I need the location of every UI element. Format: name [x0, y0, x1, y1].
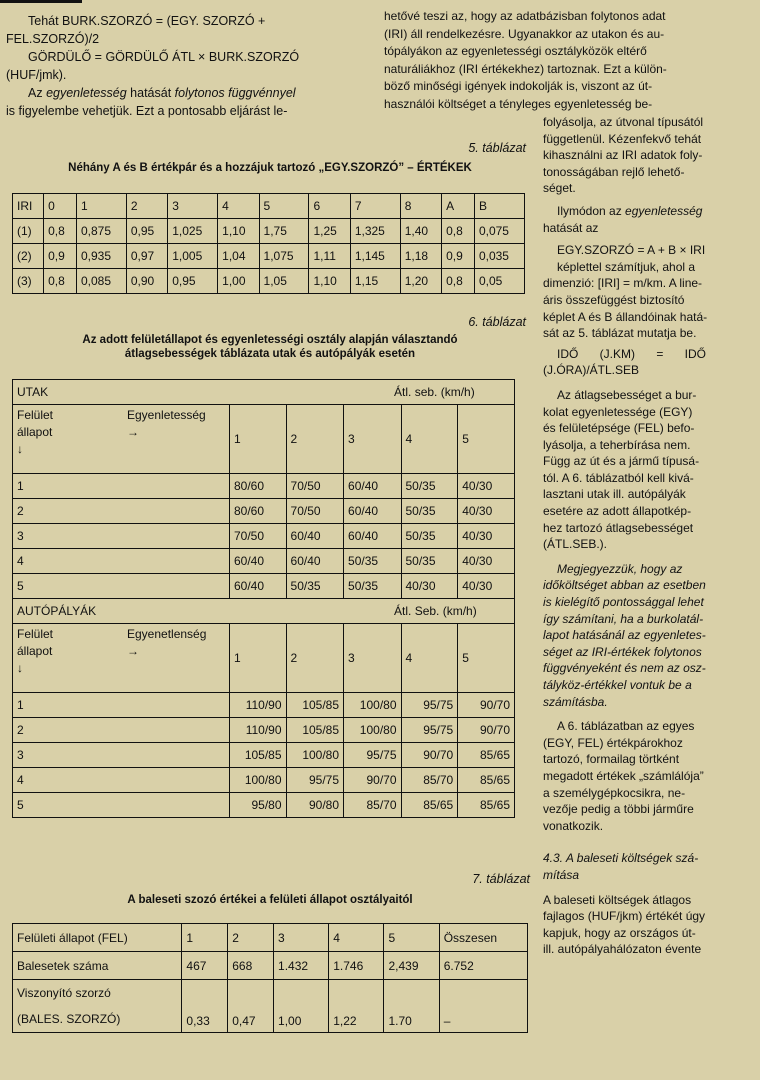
table-cell: 50/35 — [344, 549, 401, 574]
table-cell: 0,8 — [442, 219, 475, 244]
table-row — [13, 743, 515, 768]
table-cell: 0,33 — [182, 980, 228, 1033]
table-cell: 60/40 — [286, 524, 343, 549]
allapot-label: állapot — [17, 425, 53, 439]
table-cell: 90/80 — [286, 793, 343, 818]
section-name: AUTÓPÁLYÁK — [13, 599, 287, 624]
table-cell: 40/30 — [458, 474, 515, 499]
spacer — [543, 710, 753, 718]
label-line: (BALES. SZORZÓ) — [17, 1012, 121, 1026]
egyenletesseg-label: Egyenletesség — [127, 408, 206, 422]
table-cell: 110/90 — [230, 718, 287, 743]
table5 — [12, 193, 525, 294]
table-cell: 1,10 — [309, 269, 350, 294]
text-line: lyásolja, a teherbírása nem. — [543, 437, 691, 452]
text-span: Ilymódon az — [557, 203, 626, 218]
table-cell: Balesetek száma — [13, 952, 182, 980]
text-line: naturáliákhoz (IRI értékekhez) tartoznak. Ezt a külön- — [384, 61, 667, 76]
table-cell: 3 — [13, 524, 230, 549]
table6-caption: 6. táblázat — [468, 315, 526, 329]
section-header-row — [13, 380, 515, 405]
text-line: ill. autópályahálózaton évente — [543, 942, 702, 957]
table-cell: 1.70 — [384, 980, 439, 1033]
table-cell: 1,10 — [218, 219, 259, 244]
table-cell: 0,8 — [442, 269, 475, 294]
table-cell: 1,15 — [350, 269, 400, 294]
text-line — [543, 203, 753, 220]
section-name: UTAK — [13, 380, 287, 405]
table-cell: 668 — [228, 952, 274, 980]
down-arrow-icon: ↓ — [17, 661, 23, 675]
text-line: időköltséget abban az esetben — [543, 578, 706, 593]
table-cell: 1,005 — [168, 244, 218, 269]
table-cell: 1,18 — [400, 244, 441, 269]
table-cell: 5 — [13, 793, 230, 818]
text-line: (ÁTL.SEB.). — [543, 537, 608, 552]
table-cell: 70/50 — [230, 524, 287, 549]
table5-title: Néhány A és B értékpár és a hozzájuk tartozó „EGY.SZORZÓ” – ÉRTÉKEK — [68, 162, 472, 174]
text-line: (EGY, FEL) értékpárokhoz — [543, 735, 683, 750]
right-arrow-icon: → — [127, 425, 139, 439]
table-cell: 100/80 — [344, 693, 401, 718]
formula: EGY.SZORZÓ = A + B × IRI — [557, 243, 706, 258]
right-top-text — [384, 8, 754, 113]
text-line: tonosságában rejlő lehető- — [543, 164, 685, 179]
table-cell: 95/75 — [286, 768, 343, 793]
table-cell: 0,97 — [126, 244, 167, 269]
table-cell: 0,95 — [126, 219, 167, 244]
table-row — [13, 693, 515, 718]
table-cell: (1) — [13, 219, 44, 244]
table-cell: 4 — [329, 924, 384, 952]
table-cell: 100/80 — [286, 743, 343, 768]
text-line: hez tartozó átlagsebességet — [543, 520, 694, 535]
text-line: vonatkozik. — [543, 818, 604, 833]
table-cell: 0,9 — [44, 244, 77, 269]
table-cell: 1 — [13, 693, 230, 718]
text-line: tályköz-értékkel vontuk be a — [543, 678, 692, 692]
table-header-cell: IRI — [13, 194, 44, 219]
table-row — [13, 524, 515, 549]
table-cell: (3) — [13, 269, 44, 294]
table-header-row — [13, 194, 525, 219]
table-cell: 1,20 — [400, 269, 441, 294]
table-cell: 40/30 — [401, 574, 458, 599]
table-cell: 1,22 — [329, 980, 384, 1033]
table-cell: 0,935 — [76, 244, 126, 269]
text-line: kapjuk, hogy az országos út- — [543, 925, 696, 940]
text-line: képlettel számítjuk, ahol a — [557, 259, 696, 274]
formula: IDŐ (J.KM) = IDŐ — [557, 346, 707, 361]
table-cell: 85/65 — [458, 768, 515, 793]
table-cell: 105/85 — [286, 693, 343, 718]
table-cell: 60/40 — [344, 524, 401, 549]
column-header-cell: 2 — [286, 405, 343, 474]
table-cell: 50/35 — [401, 549, 458, 574]
table-row — [13, 793, 515, 818]
label-line: Viszonyító szorzó — [17, 986, 111, 1000]
section-header-row — [13, 599, 515, 624]
table-cell: 95/75 — [401, 718, 458, 743]
text-line: böző minőségi igények indokolják is, viszont az út- — [384, 79, 653, 93]
text-line: Az átlagsebességet a bur- — [557, 387, 697, 402]
table-cell: 1,25 — [309, 219, 350, 244]
text-line: tartozó, formailag törtként — [543, 752, 680, 767]
table-cell: 105/85 — [230, 743, 287, 768]
text-line: kolat egyenletessége (EGY) — [543, 404, 693, 419]
table-cell: 90/70 — [401, 743, 458, 768]
table-cell: 60/40 — [344, 474, 401, 499]
table-cell: 90/70 — [344, 768, 401, 793]
table-cell: 50/35 — [286, 574, 343, 599]
column-header-cell: 3 — [344, 624, 401, 693]
text-line: és felületépsége (FEL) befo- — [543, 421, 695, 436]
text-line: számításba. — [543, 694, 608, 709]
table-cell: 0,90 — [126, 269, 167, 294]
table-cell: 5 — [384, 924, 439, 952]
table-cell: 95/75 — [401, 693, 458, 718]
table-cell: Felületi állapot (FEL) — [13, 924, 182, 952]
text-line: GÖRDÜLŐ = GÖRDÜLŐ ÁTL × BURK.SZORZÓ — [28, 50, 300, 64]
table-cell: 50/35 — [401, 524, 458, 549]
spacer — [543, 842, 753, 850]
table-header-cell: 1 — [76, 194, 126, 219]
table-cell: 1 — [13, 474, 230, 499]
table-cell: 50/35 — [344, 574, 401, 599]
spacer — [543, 834, 753, 842]
text-line: A baleseti költségek átlagos — [543, 892, 692, 907]
text-line: így számítani, ha a burkolatál- — [543, 611, 704, 626]
table-cell: 110/90 — [230, 693, 287, 718]
table-cell: 0,8 — [44, 269, 77, 294]
table-cell: 0,05 — [474, 269, 524, 294]
table-cell: 80/60 — [230, 499, 287, 524]
table-row — [13, 474, 515, 499]
table-header-cell: 2 — [126, 194, 167, 219]
table6-title — [10, 333, 530, 361]
header-label-grid — [17, 407, 225, 458]
text-line: is figyelembe vehetjük. Ezt a pontosabb eljárást le- — [6, 104, 288, 118]
column-header-cell: 3 — [344, 405, 401, 474]
table-header-cell: 3 — [168, 194, 218, 219]
table-cell: 80/60 — [230, 474, 287, 499]
column-header-cell: 5 — [458, 405, 515, 474]
table-cell: 4 — [13, 768, 230, 793]
text-line: áris összefüggést biztosító — [543, 292, 685, 307]
table-cell: 0,075 — [474, 219, 524, 244]
table-cell: 50/35 — [401, 499, 458, 524]
table-cell: 1 — [182, 924, 228, 952]
text-line: a személygépkocsikra, ne- — [543, 785, 686, 800]
table-row — [13, 924, 528, 952]
table-cell: 1,00 — [274, 980, 329, 1033]
spacer — [543, 884, 753, 892]
table-cell: 0,8 — [44, 219, 77, 244]
table-cell: 60/40 — [230, 574, 287, 599]
text-line: (IRI) áll rendelkezésre. Ugyanakkor az utakon és au- — [384, 26, 665, 41]
table-cell: 95/75 — [344, 743, 401, 768]
text-line: tól. A 6. táblázatból kell kivá- — [543, 470, 694, 485]
text-line: fajlagos (HUF/jkm) értékét úgy — [543, 909, 706, 924]
right-arrow-icon: → — [127, 644, 139, 658]
text-line: Tehát BURK.SZORZÓ = (EGY. SZORZÓ + — [28, 14, 266, 28]
text-span: egyenletesség — [46, 86, 127, 100]
column-header-row — [13, 405, 515, 474]
text-line: lapot hatásánál az egyenletes- — [543, 628, 706, 643]
felulet-label: Felület — [17, 408, 54, 422]
text-line: dimenzió: [IRI] = m/km. A line- — [543, 276, 703, 291]
table-cell: 1,11 — [309, 244, 350, 269]
header-label-grid — [17, 626, 225, 677]
table6-title-line: Az adott felületállapot és egyenletességi osztály alapján választandó — [82, 334, 458, 346]
text-line: A 6. táblázatban az egyes — [557, 719, 695, 734]
table-cell: 60/40 — [344, 499, 401, 524]
table-cell: 1,00 — [218, 269, 259, 294]
table-cell: 1,075 — [259, 244, 309, 269]
text-span: Az — [28, 86, 47, 100]
header-label-cell — [13, 405, 230, 474]
table-row — [13, 952, 528, 980]
text-line: (HUF/jmk). — [6, 68, 67, 82]
text-line: lasztani utak ill. autópályák — [543, 487, 686, 502]
column-header-row — [13, 624, 515, 693]
column-header-cell: 2 — [286, 624, 343, 693]
table-cell: 85/65 — [458, 743, 515, 768]
table-header-cell: A — [442, 194, 475, 219]
text-line: Megjegyezzük, hogy az — [557, 561, 683, 576]
table-cell: 6.752 — [439, 952, 527, 980]
text-line: függvényeként és nem az osz- — [543, 661, 706, 676]
text-line: FEL.SZORZÓ)/2 — [6, 32, 100, 46]
table-header-cell: 7 — [350, 194, 400, 219]
table-row — [13, 574, 515, 599]
table-row — [13, 549, 515, 574]
spacer — [543, 553, 753, 561]
table-header-cell: 4 — [218, 194, 259, 219]
table-cell: 2 — [228, 924, 274, 952]
table-cell: 40/30 — [458, 499, 515, 524]
table-cell: 1.746 — [329, 952, 384, 980]
right-column-text — [543, 114, 753, 958]
table7-caption: 7. táblázat — [472, 872, 530, 886]
table-cell: 70/50 — [286, 474, 343, 499]
text-span: folytonos függvénnyel — [174, 86, 296, 100]
table-cell: 70/50 — [286, 499, 343, 524]
table6 — [12, 379, 515, 818]
section-title: mítása — [543, 867, 580, 882]
text-line: képlet A és B állandóinak hatá- — [543, 309, 708, 324]
table-cell: 2 — [13, 718, 230, 743]
table-header-cell: B — [474, 194, 524, 219]
text-line: vezője pedig a többi járműre — [543, 802, 694, 817]
table-cell: 2 — [13, 499, 230, 524]
table-cell — [13, 980, 182, 1033]
table7 — [12, 923, 528, 1033]
table-row — [13, 980, 528, 1033]
table-cell: 60/40 — [286, 549, 343, 574]
left-intro-text — [6, 12, 356, 120]
table-header-cell: 5 — [259, 194, 309, 219]
text-line: séget. — [543, 181, 576, 196]
table-cell: Összesen — [439, 924, 527, 952]
table-cell: 60/40 — [230, 549, 287, 574]
table-cell: 0,035 — [474, 244, 524, 269]
column-header-cell: 4 — [401, 405, 458, 474]
table-cell: 40/30 — [458, 574, 515, 599]
section-title: 4.3. A baleseti költségek szá- — [543, 851, 699, 866]
top-rule — [0, 0, 82, 3]
column-header-cell: 5 — [458, 624, 515, 693]
table-cell: 0,9 — [442, 244, 475, 269]
speed-label: Átl. seb. (km/h) — [286, 380, 514, 405]
table-cell: 100/80 — [230, 768, 287, 793]
table-cell: 85/70 — [344, 793, 401, 818]
text-line: séget az IRI-értékek folytonos — [543, 644, 702, 659]
table-cell: 1,75 — [259, 219, 309, 244]
table-cell: 1,05 — [259, 269, 309, 294]
text-line: hetővé teszi az, hogy az adatbázisban folytonos adat — [384, 9, 666, 23]
table-cell: 3 — [274, 924, 329, 952]
table-header-cell: 6 — [309, 194, 350, 219]
text-line: megadott értékek „számlálója” — [543, 768, 704, 783]
table-cell: 90/70 — [458, 718, 515, 743]
table-cell: 0,875 — [76, 219, 126, 244]
spacer — [543, 379, 753, 387]
table-cell: 40/30 — [458, 549, 515, 574]
header-label-cell — [13, 624, 230, 693]
table-cell: 0,47 — [228, 980, 274, 1033]
table5-caption: 5. táblázat — [468, 141, 526, 155]
text-line: folyásolja, az útvonal típusától — [543, 115, 704, 129]
text-line: sát az 5. táblázat mutatja be. — [543, 326, 697, 341]
table-cell: 85/70 — [401, 768, 458, 793]
table7-title: A baleseti szozó értékei a felületi állapot osztályaitól — [127, 894, 413, 906]
text-line: is kielégítő pontossággal lehet — [543, 595, 704, 610]
text-line: Függ az út és a jármű típusá- — [543, 454, 700, 469]
text-line: használói költséget a tényleges egyenletesség be- — [384, 96, 653, 111]
table-cell: 105/85 — [286, 718, 343, 743]
allapot-label: állapot — [17, 644, 53, 658]
table-cell: 50/35 — [401, 474, 458, 499]
table-cell: 0,085 — [76, 269, 126, 294]
table-cell: 1,145 — [350, 244, 400, 269]
table-row — [13, 768, 515, 793]
table-cell: 1,04 — [218, 244, 259, 269]
text-line: hatását az — [543, 220, 599, 235]
table-cell: 90/70 — [458, 693, 515, 718]
table-cell: 1.432 — [274, 952, 329, 980]
table-cell: – — [439, 980, 527, 1033]
table-cell: 40/30 — [458, 524, 515, 549]
egyenletesseg-label: Egyenetlenség — [127, 627, 207, 641]
table-cell: 1,325 — [350, 219, 400, 244]
formula: (J.ÓRA)/ÁTL.SEB — [543, 363, 640, 378]
table-cell: (2) — [13, 244, 44, 269]
text-span: egyenletesség — [625, 203, 703, 218]
column-header-cell: 1 — [230, 405, 287, 474]
text-line: tópályákon az egyenletességi osztályközök eltérő — [384, 44, 647, 58]
table-cell: 1,40 — [400, 219, 441, 244]
table-cell: 1,025 — [168, 219, 218, 244]
text-line: függetlenül. Kézenfekvő tehát — [543, 131, 702, 146]
table-cell: 85/65 — [401, 793, 458, 818]
table-header-cell: 8 — [400, 194, 441, 219]
text-line: esetére az adott állapotkép- — [543, 504, 692, 519]
table-cell: 5 — [13, 574, 230, 599]
table-cell: 100/80 — [344, 718, 401, 743]
table-row — [13, 499, 515, 524]
table-row — [13, 219, 525, 244]
table-row — [13, 718, 515, 743]
table6-title-line: átlagsebességek táblázata utak és autópályák esetén — [124, 348, 416, 360]
table-cell: 85/65 — [458, 793, 515, 818]
table-header-cell: 0 — [44, 194, 77, 219]
down-arrow-icon: ↓ — [17, 442, 23, 456]
text-line: kihasználni az IRI adatok foly- — [543, 148, 703, 163]
table-cell: 3 — [13, 743, 230, 768]
table-cell: 4 — [13, 549, 230, 574]
table-cell: 95/80 — [230, 793, 287, 818]
table-row — [13, 269, 525, 294]
column-header-cell: 1 — [230, 624, 287, 693]
table-cell: 2,439 — [384, 952, 439, 980]
table-row — [13, 244, 525, 269]
speed-label: Átl. Seb. (km/h) — [286, 599, 514, 624]
felulet-label: Felület — [17, 627, 54, 641]
column-header-cell: 4 — [401, 624, 458, 693]
table-cell: 467 — [182, 952, 228, 980]
text-span: hatását — [126, 86, 175, 100]
text-line — [6, 84, 356, 102]
table-cell: 0,95 — [168, 269, 218, 294]
